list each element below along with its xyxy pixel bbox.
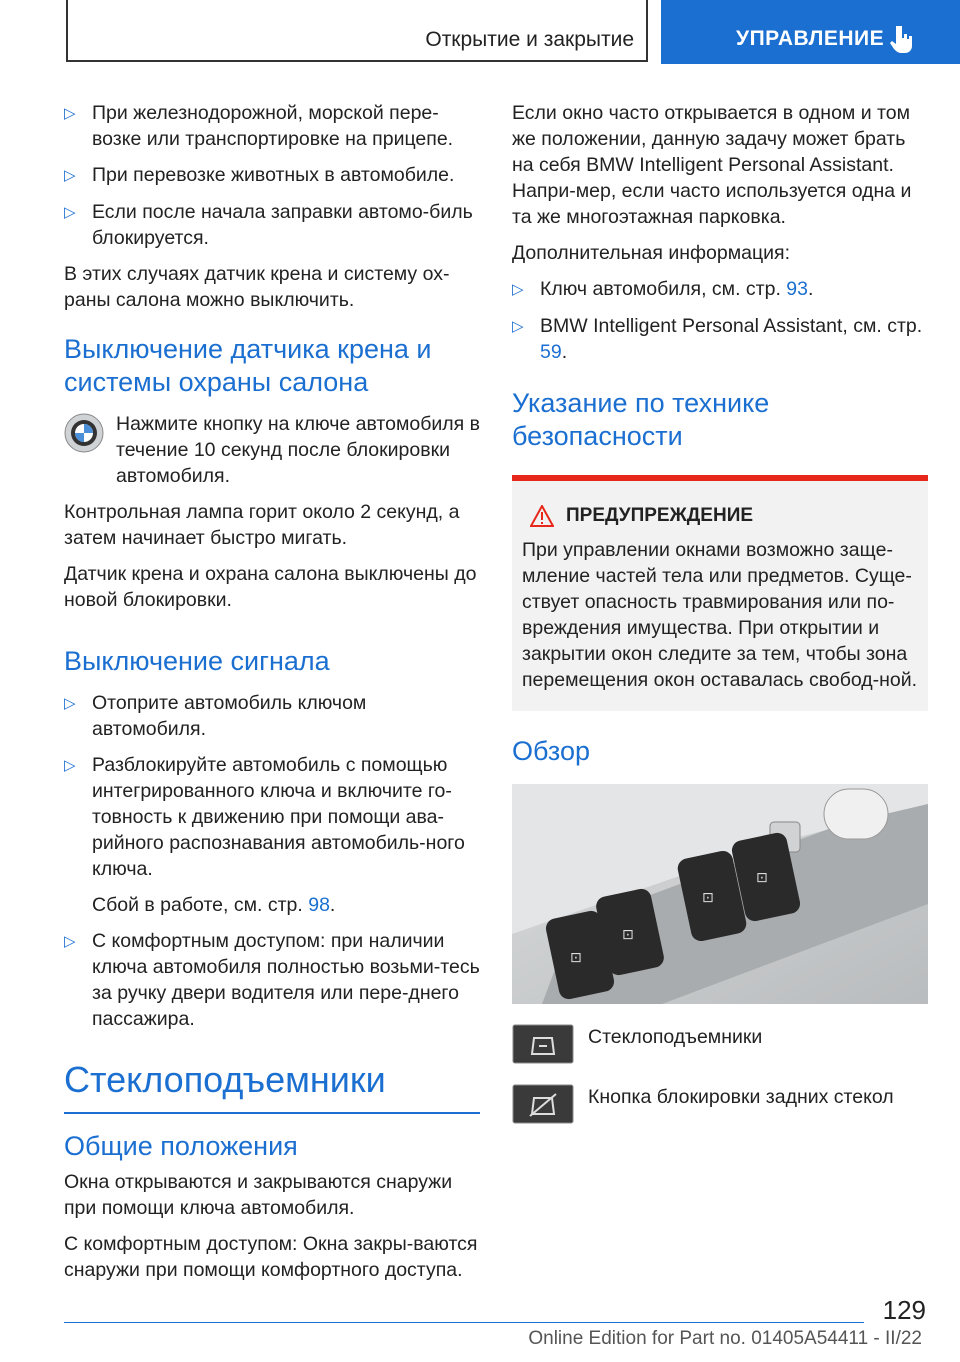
warning-box [512, 475, 928, 711]
page-link[interactable]: 98 [308, 894, 330, 916]
left-column [64, 100, 480, 1293]
header-section-box [66, 0, 648, 62]
bullet-text: Отоприте автомобиль ключом автомобиля. [92, 692, 367, 740]
warning-text: При управлении окнами возможно защe-мление частей тела или предметов. Суще-ствует опасность травмирования или по-вреждения имущества. При открытии и закрытии окон следите за тем, чтобы зона перемещения окон оставалась свобод-ной. [522, 539, 918, 691]
header-chapter-title: УПРАВЛЕНИЕ [736, 27, 885, 50]
svg-text:⊡: ⊡ [756, 870, 768, 886]
bullet-text: С комфортным доступом: при наличии ключа автомобиля полностью возьми-тесь за ручку двери водителя или пере-днего пассажира. [92, 930, 480, 1030]
heading-windows: Стеклоподъемники [64, 1058, 480, 1114]
note-text: Сбой в работе, см. стр. [92, 894, 303, 916]
list-item: ▷ С комфортным доступом: при наличии ключа автомобиля полностью возьми-тесь за ручку двери водителя или пере-днего пассажира. [64, 930, 480, 1030]
paragraph: Контрольная лампа горит около 2 секунд, а затем начинает быстро мигать. [64, 501, 460, 549]
key-instruction-text: Нажмите кнопку на ключе автомобиля в течение 10 секунд после блокировки автомобиля. [116, 413, 481, 487]
paragraph: Окна открываются и закрываются снаружи при помощи ключа автомобиля. [64, 1171, 453, 1219]
ref-text: Ключ автомобиля, см. стр. [540, 278, 781, 300]
list-item: ▷ При железнодорожной, морской пере-возке или транспортировке на прицепе. [64, 100, 480, 152]
footer-edition: Online Edition for Part no. 01405A54411 - II/22 [528, 1328, 922, 1349]
list-item: ▷ Отоприте автомобиль ключом автомобиля. [64, 690, 480, 742]
warning-title: ПРЕДУПРЕЖДЕНИЕ [566, 505, 754, 526]
heading-overview: Обзор [512, 736, 590, 766]
paragraph: Если окно часто открывается в одном и том же положении, данную задачу может брать на себя BMW Intelligent Personal Assistant. Напри-мер, если часто используется одна и та же многоэтажная парковка. [512, 102, 912, 228]
heading-sensor-off: Выключение датчика крена и системы охраны салона [64, 334, 432, 397]
svg-text:⊡: ⊡ [622, 927, 634, 943]
legend-item [512, 1024, 928, 1064]
list-item: ▷ Разблокируйте автомобиль с помощью интегрированного ключа и включите го-товность к движению при помощи ава-рийного распознавания автомобиль-ного ключа. [64, 752, 480, 882]
legend-item [512, 1084, 928, 1124]
paragraph: Датчик крена и охрана салона выключены до новой блокировки. [64, 563, 477, 611]
heading-safety: Указание по технике безопасности [512, 388, 770, 451]
header-section-title: Открытие и закрытие [425, 28, 634, 51]
paragraph: Дополнительная информация: [512, 242, 791, 264]
window-switch-icon [512, 1024, 574, 1064]
header-chapter-box [661, 0, 960, 64]
hand-pointer-icon [890, 24, 914, 54]
bullet-text: При железнодорожной, морской пере-возке или транспортировке на прицепе. [92, 102, 454, 150]
svg-text:⊡: ⊡ [570, 950, 582, 966]
bmw-key-icon [64, 413, 104, 453]
legend-label: Стеклоподъемники [588, 1026, 763, 1048]
footer-divider [64, 1322, 864, 1323]
page-link[interactable]: 59 [540, 341, 562, 363]
page-link[interactable]: 93 [786, 278, 808, 300]
bullet-text: Разблокируйте автомобиль с помощью интегрированного ключа и включите го-товность к движению при помощи ава-рийного распознавания автомобиль-ного ключа. [92, 754, 465, 880]
paragraph-note: Сбой в работе, см. стр. 98. [92, 894, 336, 916]
ref-text: BMW Intelligent Personal Assistant, см. стр. [540, 315, 923, 337]
legend-label: Кнопка блокировки задних стекол [588, 1086, 894, 1108]
paragraph: С комфортным доступом: Окна закры-ваются снаружи при помощи комфортного доступа. [64, 1233, 478, 1281]
window-lock-icon [512, 1084, 574, 1124]
right-column [512, 100, 928, 1124]
warning-triangle-icon [530, 505, 554, 527]
window-switch-photo [512, 784, 928, 1004]
bullet-text: Если после начала заправки автомо-биль блокируется. [92, 201, 473, 249]
heading-alarm-off: Выключение сигнала [64, 646, 330, 676]
paragraph: В этих случаях датчик крена и систему ох-раны салона можно выключить. [64, 263, 450, 311]
svg-text:⊡: ⊡ [702, 890, 714, 906]
list-item: ▷ При перевозке животных в автомобиле. [64, 162, 480, 189]
page-number: 129 [882, 1295, 926, 1325]
bullet-text: При перевозке животных в автомобиле. [92, 164, 455, 186]
list-item: ▷ Ключ автомобиля, см. стр. 93. [512, 278, 814, 300]
key-instruction [64, 411, 480, 489]
list-item: ▷ BMW Intelligent Personal Assistant, см. стр. 59. [512, 315, 923, 363]
heading-general: Общие положения [64, 1131, 298, 1161]
list-item: ▷ Если после начала заправки автомо-биль блокируется. [64, 199, 480, 251]
